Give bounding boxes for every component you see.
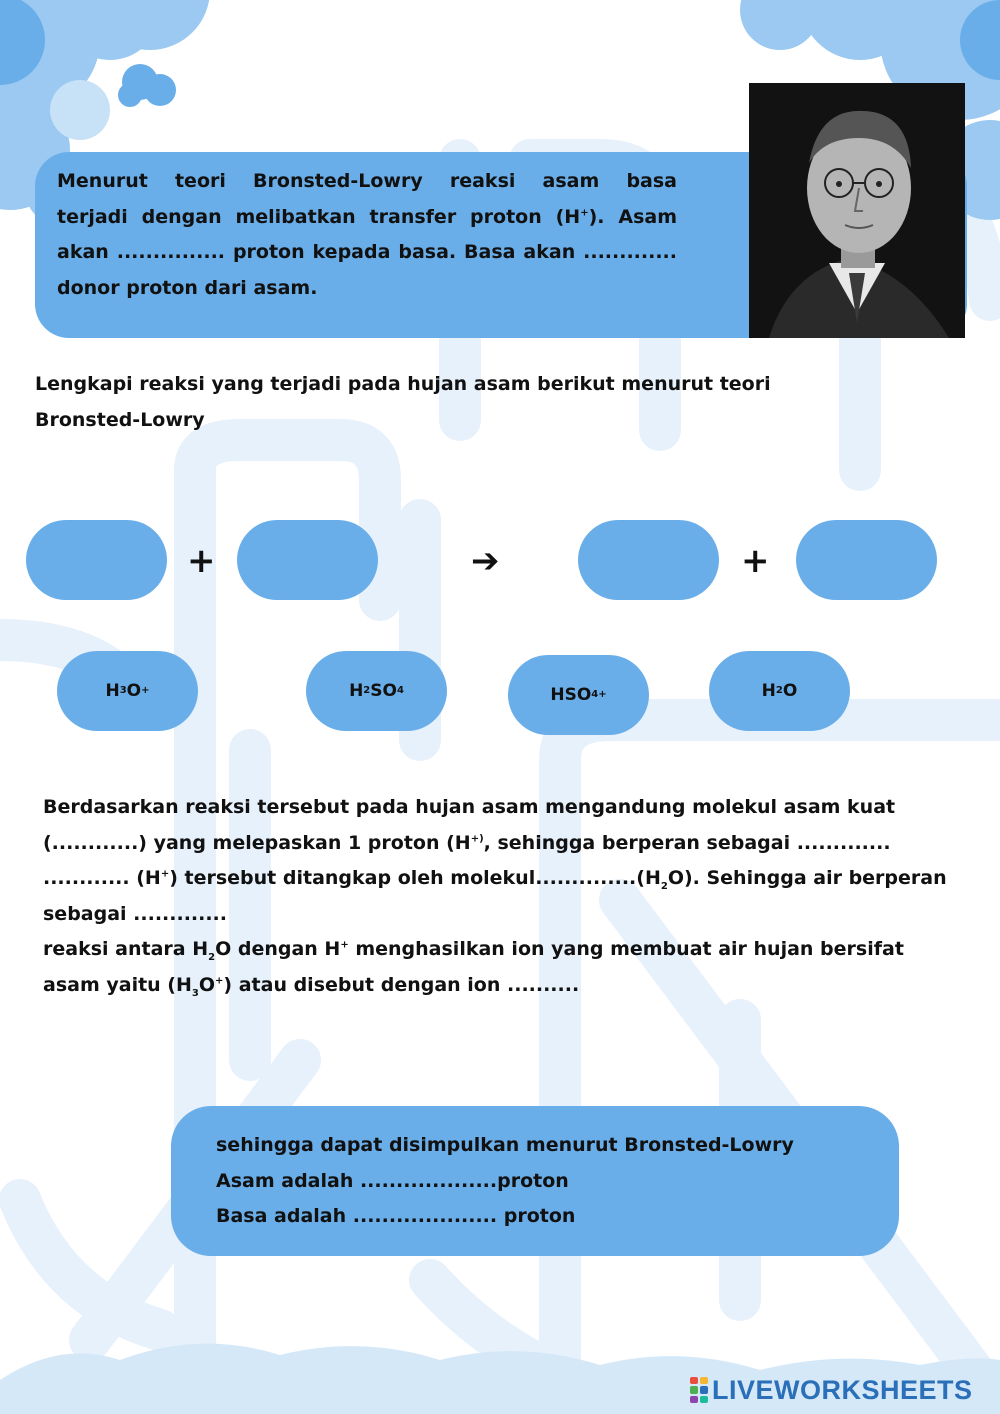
instruction-text: Lengkapi reaksi yang terjadi pada hujan asam berikut menurut teori Bronsted-Lowry [35,373,771,431]
chip-hso4-plus[interactable]: HSO 4 + [508,655,649,735]
answer-slot-1[interactable] [26,520,167,600]
answer-slot-2[interactable] [237,520,378,600]
para-sup: + [340,939,349,951]
chip-text: O [782,681,798,701]
chip-text: SO [370,681,397,701]
para-sub: 2 [660,880,668,892]
intro-line-3: akan ............... proton kepada basa. Basa akan ............. [57,241,677,263]
para-text: ) tersebut ditangkap oleh molekul..............(H [169,867,661,889]
intro-line-2 [57,200,677,236]
conclusion-text [216,1128,876,1235]
para-line-4: sebagai ............. [43,902,227,925]
para-text: O). Sehingga air berperan [667,867,947,889]
chip-text: H [761,681,776,701]
para-text: O [198,973,216,996]
para-sub: 2 [208,951,216,963]
chip-h3o-plus[interactable]: H 3 O + [57,651,198,731]
plus-sign-1: + [187,541,216,581]
para-line-6 [43,968,958,1004]
bronsted-portrait [749,83,965,338]
chip-text: H [349,681,364,701]
conclusion-line-2: Asam adalah ...................proton [216,1169,569,1192]
conclusion-line-3: Basa adalah .................... proton [216,1205,576,1227]
chip-text: O [126,681,142,701]
para-sub: 3 [191,987,199,999]
chip-h2so4[interactable]: H 2 SO 4 [306,651,447,731]
answer-slot-3[interactable] [578,520,719,600]
para-line-5 [43,932,958,968]
intro-line-2-end: ). Asam [588,205,677,228]
plus-sign-2: + [741,541,770,581]
logo-mark-icon [690,1377,708,1403]
chip-text: HSO [550,685,592,705]
para-text: , sehingga berperan sebagai ............. [483,831,891,854]
conclusion-line-1: sehingga dapat disimpulkan menurut Bronsted-Lowry [216,1134,794,1156]
intro-line-4: donor proton dari asam. [57,276,318,299]
chip-text: H [105,681,120,701]
liveworksheets-logo [690,1372,973,1408]
chip-h2o[interactable]: H 2 O [709,651,850,731]
portrait-image [749,83,965,338]
para-text: menghasilkan ion yang membuat air hujan bersifat [348,938,904,960]
para-sup: + [215,975,224,987]
para-line-2 [43,826,958,862]
para-text: O dengan H [215,938,341,960]
intro-superscript: + [580,207,589,219]
para-sup: +) [470,833,484,845]
para-text: ) atau disebut dengan ion .......... [223,973,580,996]
intro-line-2-text: terjadi dengan melibatkan transfer proton (H [57,205,581,228]
para-sup: + [160,868,170,880]
reaction-arrow: ➔ [471,541,500,581]
explanation-paragraph [43,790,958,1003]
para-line-1: Berdasarkan reaksi tersebut pada hujan asam mengandung molekul asam kuat [43,796,896,818]
para-text: reaksi antara H [43,938,209,960]
para-text: ............ (H [43,867,161,889]
intro-text [57,164,677,306]
intro-line-1: Menurut teori Bronsted-Lowry reaksi asam basa [57,170,677,192]
para-text: asam yaitu (H [43,973,192,996]
logo-text: LIVEWORKSHEETS [712,1374,973,1405]
para-line-3 [43,861,958,897]
para-text: (............) yang melepaskan 1 proton (H [43,831,471,854]
answer-slot-4[interactable] [796,520,937,600]
